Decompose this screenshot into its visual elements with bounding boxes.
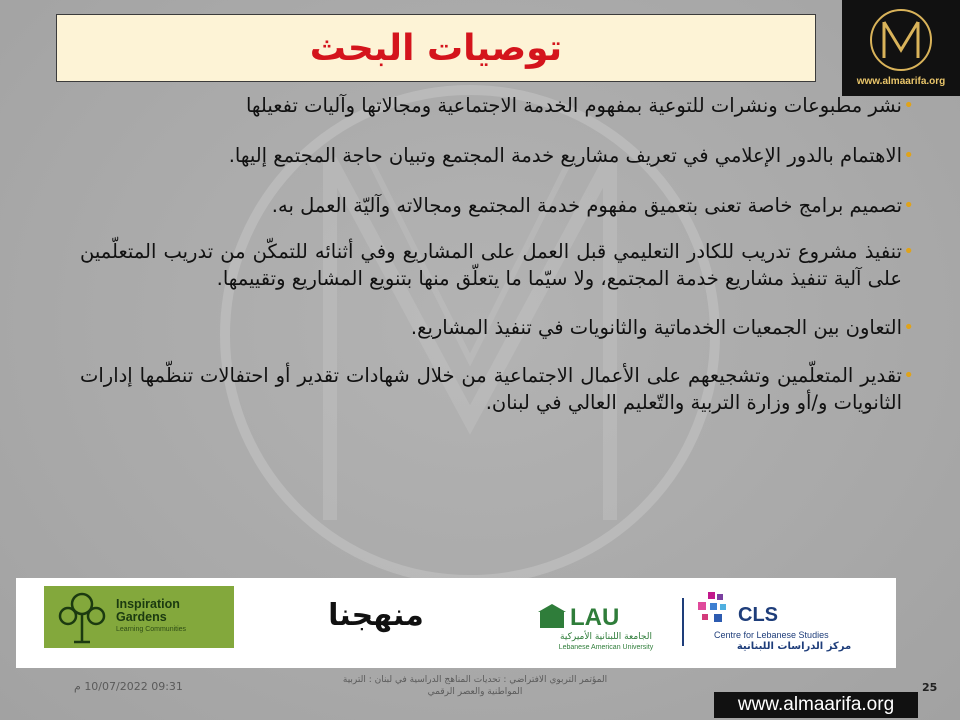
inspiration-gardens-logo [44,586,234,648]
bullet-dot-icon: • [903,241,914,262]
footer-conference: المؤتمر التربوي الافتراضي : تحديات المناهج الدراسية في لبنان : التربية المواطنية والعصر الرقمي [342,675,608,697]
footer-datetime: 09:31 10/07/2022 م [74,680,183,693]
lau-arabic-name: الجامعة اللبنانية الأميركية [560,632,652,642]
bullet-dot-icon: • [903,95,914,116]
page-number: 25 [922,681,938,694]
list-item: • الاهتمام بالدور الإعلامي في تعريف مشاريع خدمة المجتمع وتبيان حاجة المجتمع إليها. [228,144,914,167]
lau-english-name: Lebanese American University [558,644,654,651]
list-item: • تقدير المتعلّمين وتشجيعهم على الأعمال الاجتماعية من خلال شهادات تقدير أو احتفالات تنظّمها إدارات الثانويات و/أو وزارة التربية والتّعليم العالي في لبنان. [80,364,914,414]
cls-title: CLS [738,604,778,626]
cls-arabic-name: مركز الدراسات اللبنانية [736,641,852,652]
lau-logo [536,596,676,656]
cls-logo [692,590,882,658]
partner-logos [16,578,896,668]
cls-squares-icon [692,590,736,630]
bullet-dot-icon: • [903,365,914,386]
inspiration-gardens-title: Inspiration Gardens [116,597,180,624]
manhajna-logo: منهجنا [328,598,424,633]
tree-icon [52,586,112,648]
title-box [56,14,816,82]
lau-emblem-icon [536,602,568,632]
bullet-dot-icon: • [903,317,914,338]
list-item: • تصميم برامج خاصة تعنى بتعميق مفهوم خدمة المجتمع ومجالاته وآليّة العمل به. [271,194,914,217]
bullet-dot-icon: • [903,195,914,216]
inspiration-gardens-subtitle: Learning Communities [116,626,187,633]
logo-url: www.almaarifa.org [856,76,946,87]
lau-title: LAU [570,604,620,631]
list-item: • تنفيذ مشروع تدريب للكادر التعليمي قبل العمل على المشاريع وفي أثنائه للتمكّن من تدريب المتعلّمين على آلية تنفيذ مشاريع خدمة المجتمع، ولا سيّما ما يتعلّق منها بتنويع المشاريع وتقييمها. [80,240,914,290]
logo-divider [682,598,684,646]
list-item: • التعاون بين الجمعيات الخدماتية والثانويات في تنفيذ المشاريع. [410,316,914,339]
cls-english-name: Centre for Lebanese Studies [714,630,829,640]
bullet-dot-icon: • [903,145,914,166]
list-item: • نشر مطبوعات ونشرات للتوعية بمفهوم الخدمة الاجتماعية ومجالاتها وآليات تفعيلها [245,94,914,117]
almaarifa-logo [842,0,960,96]
website-url-banner[interactable]: www.almaarifa.org [714,692,918,718]
slide-title: توصيات البحث [309,27,563,69]
